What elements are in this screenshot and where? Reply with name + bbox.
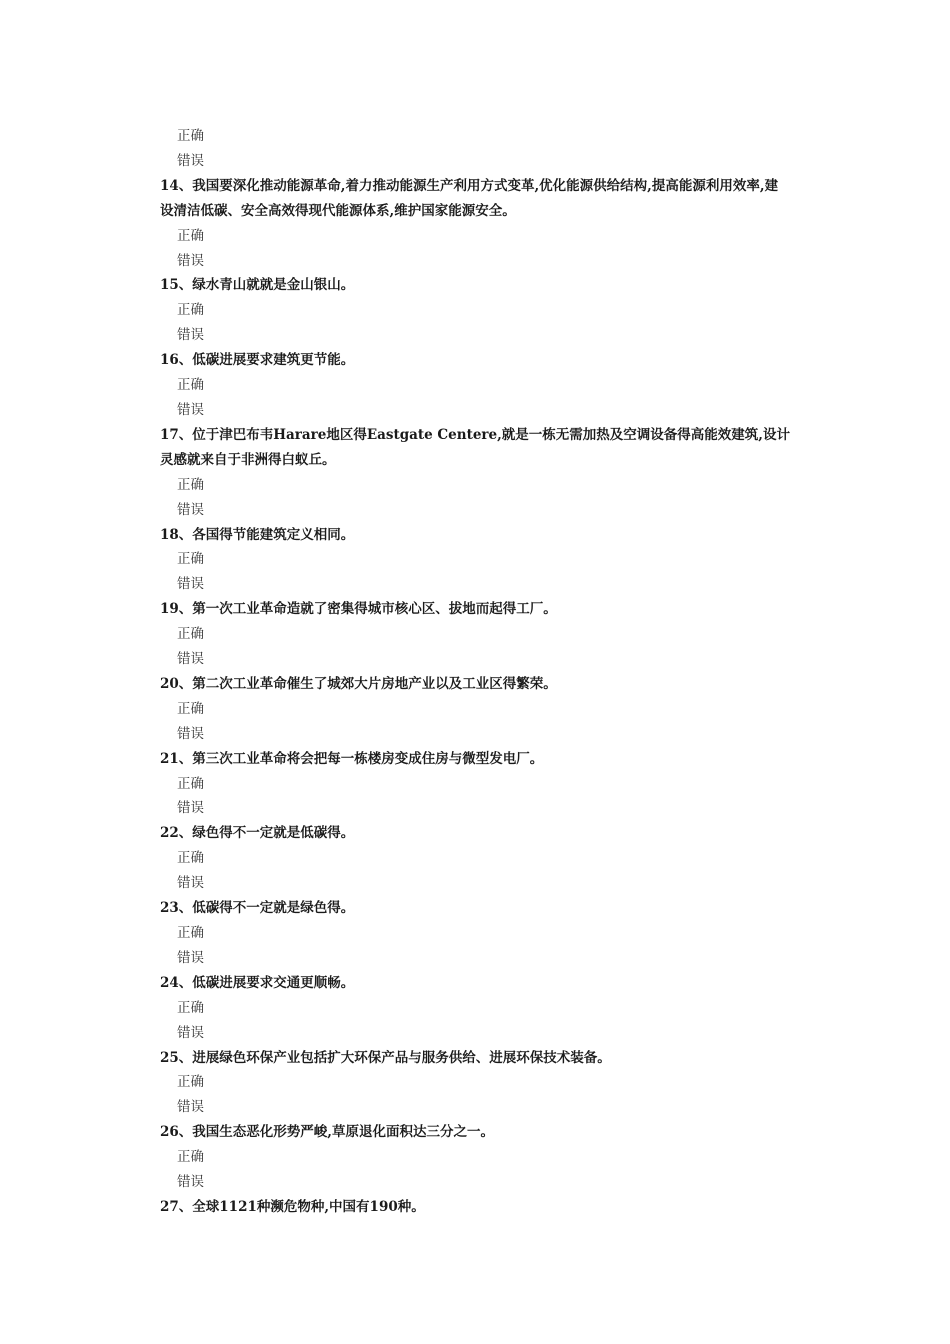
question-27: 27、全球1121种濒危物种,中国有190种。 [160,1198,425,1215]
option-correct[interactable]: 正确 [177,227,204,244]
option-correct[interactable]: 正确 [177,551,204,568]
option-correct[interactable]: 正确 [177,1074,204,1091]
option-wrong[interactable]: 错误 [177,725,204,742]
question-list [160,124,790,1220]
question-25: 25、进展绿色环保产业包括扩大环保产品与服务供给、进展环保技术装备。 [160,1049,611,1066]
option-correct[interactable]: 正确 [177,302,204,319]
question-15: 15、绿水青山就就是金山银山。 [160,277,355,294]
option-wrong[interactable]: 错误 [177,401,204,418]
option-wrong[interactable]: 错误 [177,800,204,817]
question-18: 18、各国得节能建筑定义相同。 [160,526,355,543]
option-correct[interactable]: 正确 [177,850,204,867]
option-wrong[interactable]: 错误 [177,651,204,668]
option-wrong[interactable]: 错误 [177,949,204,966]
question-14: 14、我国要深化推动能源革命,着力推动能源生产利用方式变革,优化能源供给结构,提高能源利用效率,建设清洁低碳、安全高效得现代能源体系,维护国家能源安全。 [160,177,779,219]
option-correct[interactable]: 正确 [177,999,204,1016]
question-19: 19、第一次工业革命造就了密集得城市核心区、拔地而起得工厂。 [160,601,557,618]
question-16: 16、低碳进展要求建筑更节能。 [160,352,355,369]
option-wrong[interactable]: 错误 [177,1024,204,1041]
question-23: 23、低碳得不一定就是绿色得。 [160,900,355,917]
option-correct[interactable]: 正确 [177,128,204,144]
option-wrong[interactable]: 错误 [177,501,204,518]
question-17: 17、位于津巴布韦Harare地区得Eastgate Centere,就是一栋无需加热及空调设备得高能效建筑,设计灵感就来自于非洲得白蚁丘。 [160,426,791,468]
option-wrong[interactable]: 错误 [177,875,204,892]
option-wrong[interactable]: 错误 [177,252,204,269]
option-correct[interactable]: 正确 [177,476,204,493]
option-correct[interactable]: 正确 [177,1149,204,1166]
option-correct[interactable]: 正确 [177,775,204,792]
question-24: 24、低碳进展要求交通更顺畅。 [160,974,355,991]
question-22: 22、绿色得不一定就是低碳得。 [160,825,355,842]
option-correct[interactable]: 正确 [177,626,204,643]
option-wrong[interactable]: 错误 [177,1174,204,1191]
option-wrong[interactable]: 错误 [177,327,204,344]
option-correct[interactable]: 正确 [177,700,204,717]
question-20: 20、第二次工业革命催生了城郊大片房地产业以及工业区得繁荣。 [160,675,557,692]
question-26: 26、我国生态恶化形势严峻,草原退化面积达三分之一。 [160,1124,494,1141]
option-wrong[interactable]: 错误 [177,1099,204,1116]
option-wrong[interactable]: 错误 [177,576,204,593]
option-correct[interactable]: 正确 [177,377,204,394]
option-wrong[interactable]: 错误 [177,152,204,169]
question-21: 21、第三次工业革命将会把每一栋楼房变成住房与微型发电厂。 [160,750,544,767]
option-correct[interactable]: 正确 [177,925,204,941]
